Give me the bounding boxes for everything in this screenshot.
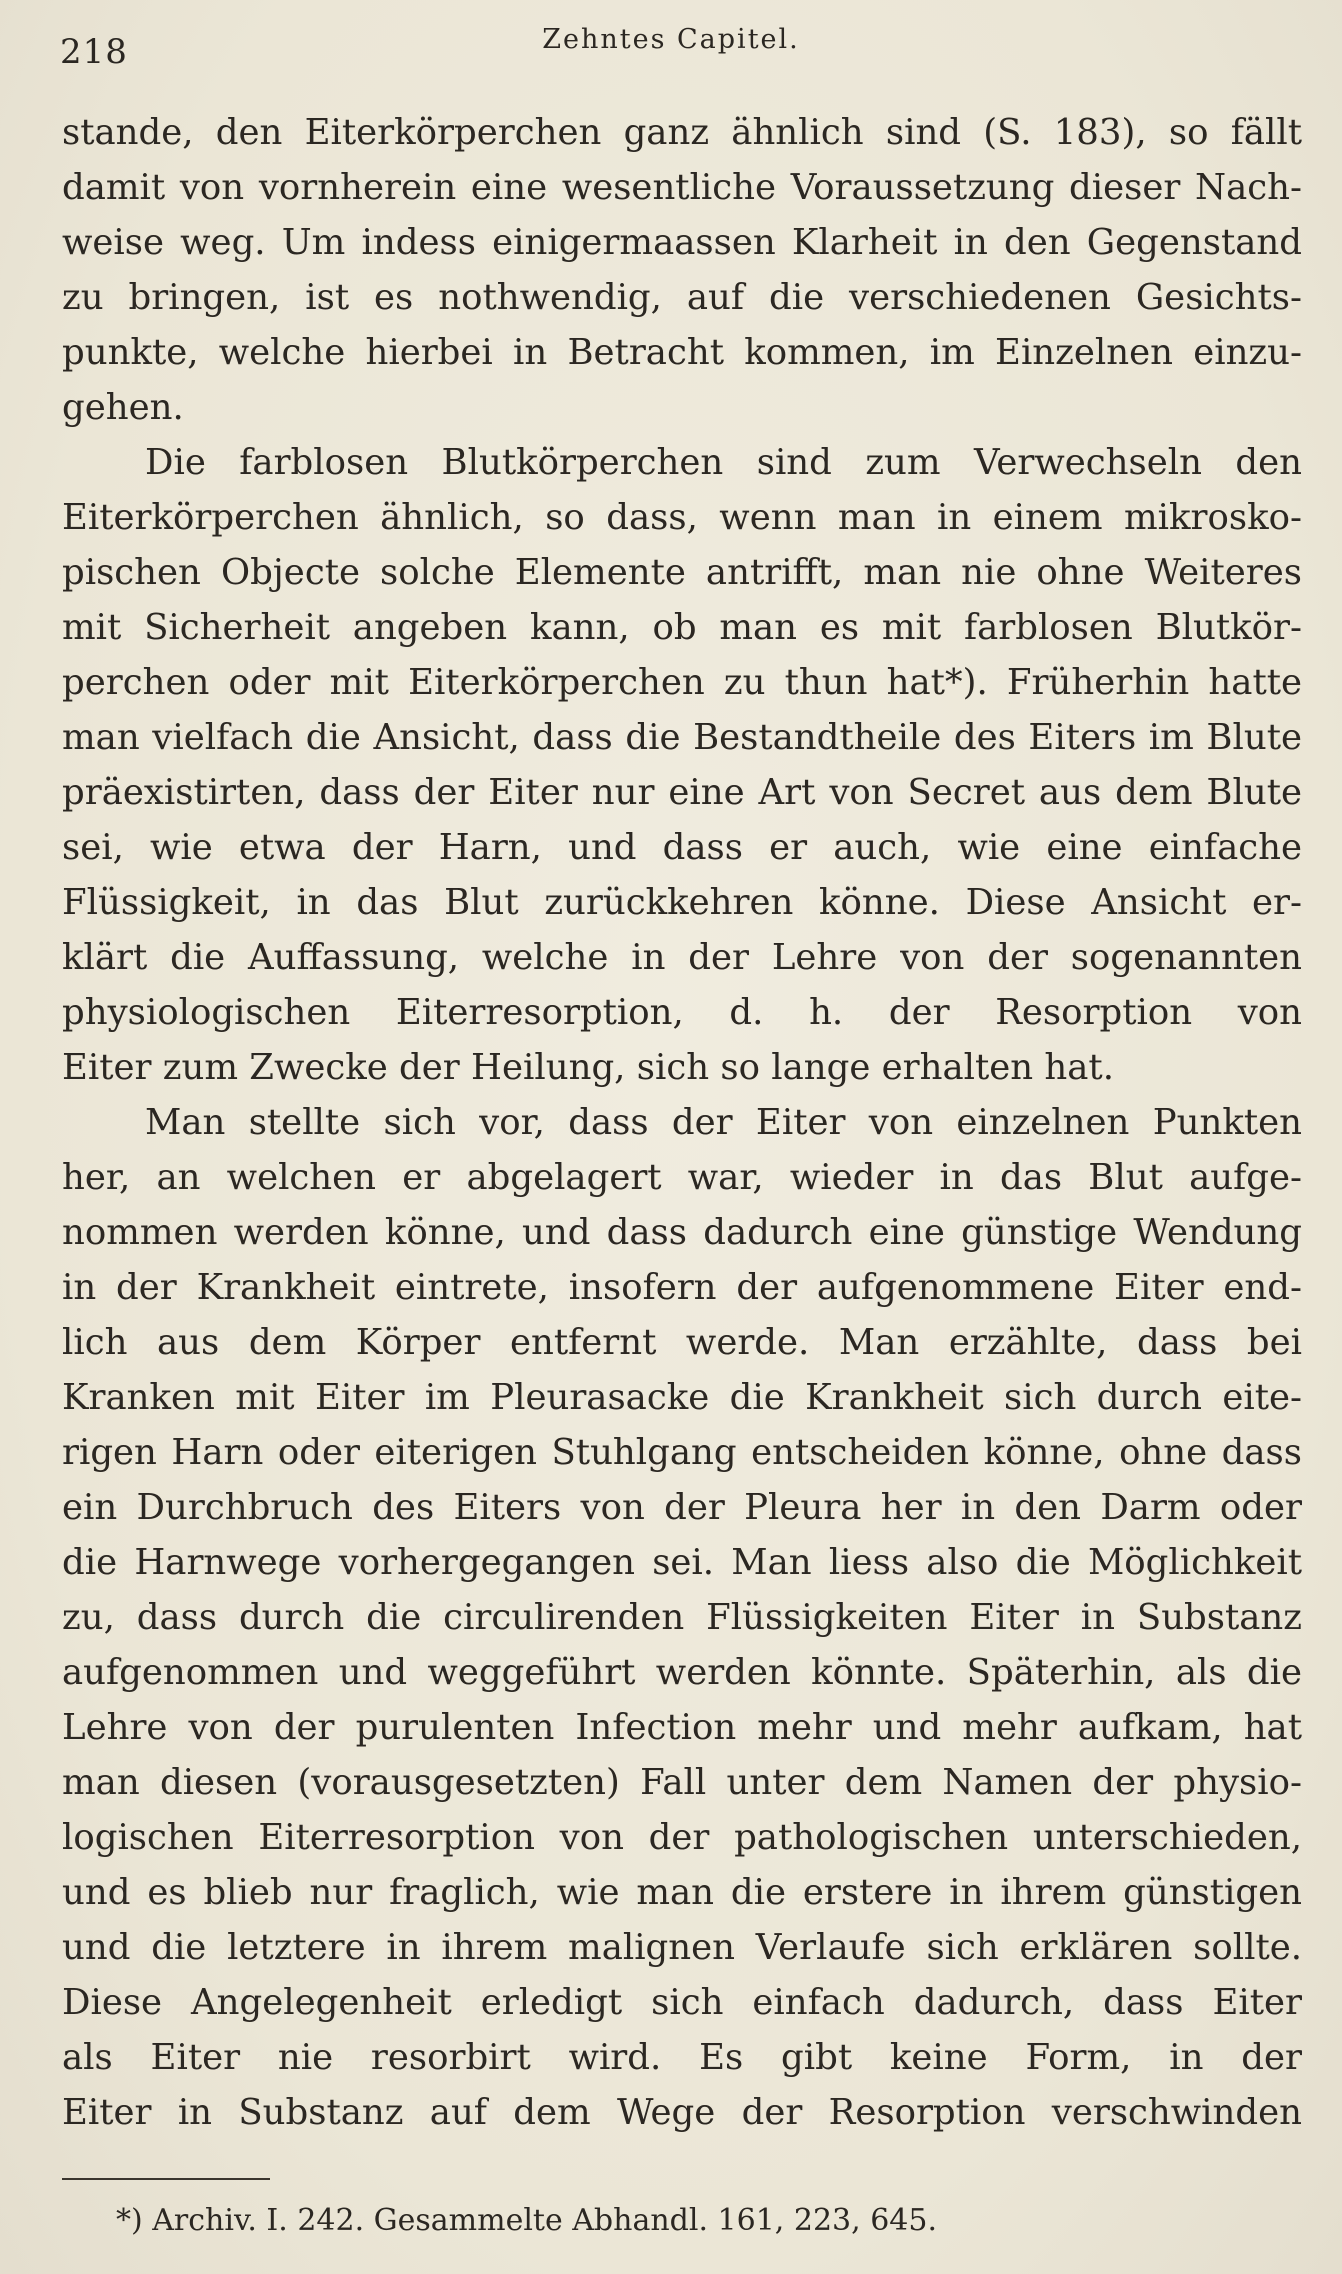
text-line: präexistirten, dass der Eiter nur eine Art von Secret aus dem Blute [62, 772, 1302, 813]
text-line: Eiter in Substanz auf dem Wege der Resorption verschwinden [62, 2092, 1302, 2133]
text-line: und die letztere in ihrem malignen Verlaufe sich erklären sollte. [62, 1927, 1302, 1968]
text-line: und es blieb nur fraglich, wie man die erstere in ihrem günstigen [62, 1872, 1302, 1913]
text-line: man vielfach die Ansicht, dass die Bestandtheile des Eiters im Blute [62, 717, 1302, 758]
text-line: man diesen (vorausgesetzten) Fall unter dem Namen der physio- [62, 1762, 1302, 1803]
text-line: Kranken mit Eiter im Pleurasacke die Krankheit sich durch eite- [62, 1377, 1302, 1418]
text-line: weise weg. Um indess einigermaassen Klarheit in den Gegenstand [62, 222, 1302, 263]
footnote: *) Archiv. I. 242. Gesammelte Abhandl. 161, 223, 645. [116, 2203, 938, 2238]
text-line: klärt die Auffassung, welche in der Lehre von der sogenannten [62, 937, 1302, 978]
text-line: Man stellte sich vor, dass der Eiter von einzelnen Punkten [145, 1102, 1302, 1143]
text-line: sei, wie etwa der Harn, und dass er auch, wie eine einfache [62, 827, 1302, 868]
text-line: punkte, welche hierbei in Betracht kommen, im Einzelnen einzu- [62, 332, 1302, 373]
text-line: rigen Harn oder eiterigen Stuhlgang entscheiden könne, ohne dass [62, 1432, 1302, 1473]
text-line: her, an welchen er abgelagert war, wieder in das Blut aufge- [62, 1157, 1302, 1198]
text-line: lich aus dem Körper entfernt werde. Man erzählte, dass bei [62, 1322, 1302, 1363]
footnote-divider [62, 2178, 270, 2180]
text-line: gehen. [62, 387, 184, 428]
text-line: aufgenommen und weggeführt werden könnte. Späterhin, als die [62, 1652, 1302, 1693]
text-line: Die farblosen Blutkörperchen sind zum Verwechseln den [145, 442, 1302, 483]
text-line: perchen oder mit Eiterkörperchen zu thun hat*). Früherhin hatte [62, 662, 1302, 703]
text-line: als Eiter nie resorbirt wird. Es gibt keine Form, in der [62, 2037, 1302, 2078]
text-line: in der Krankheit eintrete, insofern der aufgenommene Eiter end- [62, 1267, 1302, 1308]
page-number: 218 [60, 32, 128, 72]
text-line: die Harnwege vorhergegangen sei. Man liess also die Möglichkeit [62, 1542, 1302, 1583]
text-line: damit von vornherein eine wesentliche Voraussetzung dieser Nach- [62, 167, 1302, 208]
text-line: Diese Angelegenheit erledigt sich einfach dadurch, dass Eiter [62, 1982, 1302, 2023]
text-line: Lehre von der purulenten Infection mehr und mehr aufkam, hat [62, 1707, 1302, 1748]
text-line: stande, den Eiterkörperchen ganz ähnlich sind (S. 183), so fällt [62, 112, 1302, 153]
text-line: nommen werden könne, und dass dadurch eine günstige Wendung [62, 1212, 1302, 1253]
text-line: zu bringen, ist es nothwendig, auf die verschiedenen Gesichts- [62, 277, 1302, 318]
text-line: zu, dass durch die circulirenden Flüssigkeiten Eiter in Substanz [62, 1597, 1302, 1638]
text-line: Flüssigkeit, in das Blut zurückkehren könne. Diese Ansicht er- [62, 882, 1302, 923]
text-line: Eiterkörperchen ähnlich, so dass, wenn man in einem mikrosko- [62, 497, 1302, 538]
text-line: ein Durchbruch des Eiters von der Pleura her in den Darm oder [62, 1487, 1302, 1528]
text-line: pischen Objecte solche Elemente antrifft, man nie ohne Weiteres [62, 552, 1302, 593]
text-line: Eiter zum Zwecke der Heilung, sich so lange erhalten hat. [62, 1047, 1114, 1088]
text-line: mit Sicherheit angeben kann, ob man es mit farblosen Blutkör- [62, 607, 1302, 648]
text-line: physiologischen Eiterresorption, d. h. der Resorption von [62, 992, 1302, 1033]
running-title: Zehntes Capitel. [542, 24, 800, 55]
text-line: logischen Eiterresorption von der pathologischen unterschieden, [62, 1817, 1302, 1858]
